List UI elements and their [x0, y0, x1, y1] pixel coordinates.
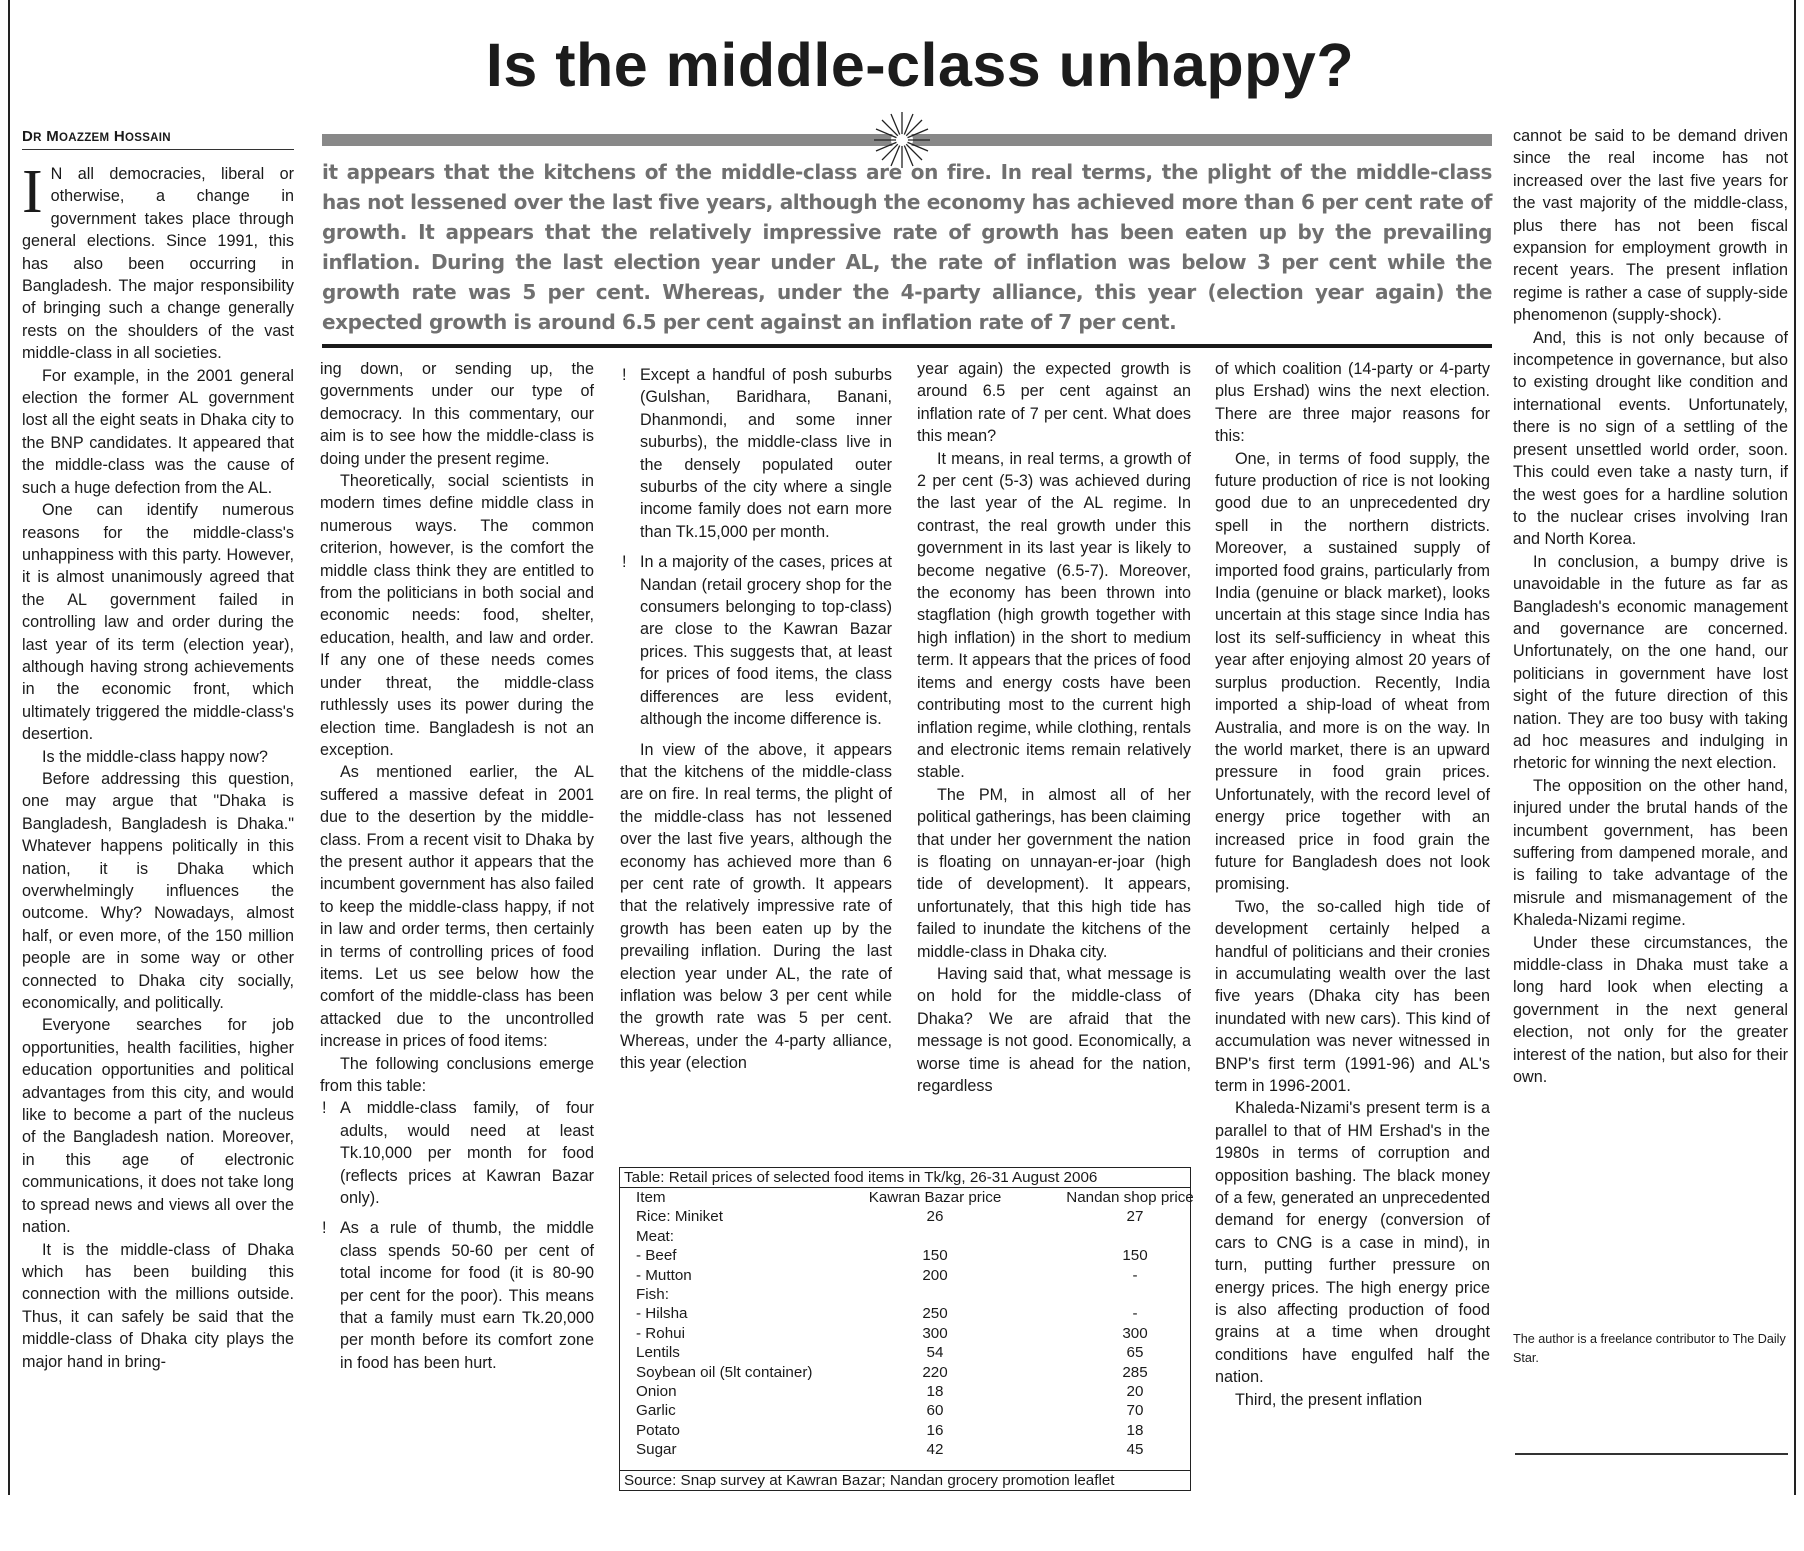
paragraph: One, in terms of food supply, the future production of rice is not looking good due to an unprecedented dry spell in the northern districts. Moreover, a sustained supply of imported food grains, particularly from India (genuine or black market), looks uncertain at this stage since India has lost its self-sufficiency in wheat this year after enjoying almost 20 years of surplus production. Recently, India imported a ship-load of wheat from Australia, and more is on the way. In the world market, there is an upward pressure in food grain prices. Unfortunately, with the record level of energy price together with an increased price in food grain the future for Bangladesh does not look promising.: [1215, 449, 1490, 894]
paragraph: The opposition on the other hand, injured under the brutal hands of the incumbent government, has been suffering from dampened morale, and is failing to take advantage of the misrule and mismanagement of the Khaleda-Nizami regime.: [1513, 776, 1788, 930]
table-body: [620, 1207, 1190, 1459]
table-cell: Fish:: [636, 1285, 669, 1303]
table-cell: 60: [926, 1402, 944, 1420]
table-cell: - Beef: [636, 1247, 677, 1265]
table-cell: Potato: [636, 1421, 680, 1439]
table-row: [620, 1382, 1190, 1401]
table-cell: -: [1132, 1305, 1138, 1323]
table-cell: 200: [922, 1266, 948, 1284]
table-cell: 150: [922, 1247, 948, 1265]
right-border-line: [1794, 0, 1796, 1495]
table-cell: - Rohui: [636, 1324, 685, 1342]
bullet-item: ! A middle-class family, of four adults, would need at least Tk.10,000 per month for food (reflects prices at Kawran Bazar only).: [322, 1099, 594, 1208]
table-header-cell: Nandan shop price: [1066, 1189, 1194, 1206]
paragraph: Under these circumstances, the middle-class in Dhaka must take a long hard look when electing a government in the next general election, not only for the greater interest of the nation, but also for their own.: [1513, 933, 1788, 1087]
bullet-mark: !: [622, 366, 627, 384]
table-cell: - Mutton: [636, 1266, 692, 1284]
table-cell: 250: [922, 1305, 948, 1323]
table-cell: Garlic: [636, 1402, 676, 1420]
paragraph: ing down, or sending up, the governments under our type of democracy. In this commentary, our aim is to see how the middle-class is doing under the present regime.: [320, 360, 594, 468]
price-table: [619, 1167, 1194, 1491]
paragraph: cannot be said to be demand driven since the real income has not increased over the last five years for the vast majority of the middle-class, plus there has not been fiscal expansion for employment growth in recent years. The present inflation regime is rather a case of supply-side phenomenon (supply-shock).: [1513, 127, 1788, 325]
paragraph: As mentioned earlier, the AL suffered a massive defeat in 2001 due to the desertion by the middle-class. From a recent visit to Dhaka by the present author it appears that the incumbent government has also failed to keep the middle-class happy, if not in law and order terms, then certainly in terms of controlling prices of food items. Let us see below how the comfort of the middle-class has been attacked due to the uncontrolled increase in prices of food items:: [320, 763, 594, 1051]
end-rule: [1515, 1453, 1788, 1455]
pull-quote-rule: [322, 344, 1492, 348]
paragraph: year again) the expected growth is around 6.5 per cent against an inflation rate of 7 per cent. What does this mean?: [917, 360, 1191, 446]
table-cell: Sugar: [636, 1441, 677, 1459]
table-source: Source: Snap survey at Kawran Bazar; Nandan grocery promotion leaflet: [620, 1470, 1190, 1490]
table-cell: Soybean oil (5lt container): [636, 1363, 813, 1381]
table-row: [620, 1227, 1190, 1246]
bullet-mark: !: [622, 553, 627, 572]
paragraph: The following conclusions emerge from this table:: [320, 1054, 594, 1095]
table-cell: 26: [926, 1208, 944, 1226]
bullet-mark: !: [322, 1219, 327, 1238]
table-cell: - Hilsha: [636, 1305, 688, 1323]
column-6: [1513, 125, 1788, 1088]
paragraph: Everyone searches for job opportunities, health facilities, higher education opportunities and political advantages from this city, and would like to become a part of the nucleus of the Bangladesh nation. Moreover, in this age of electronic communications, it does not take long to spread news and views all over the nation.: [22, 1016, 294, 1237]
column-4: [917, 358, 1191, 1097]
table-header-cell: Kawran Bazar price: [868, 1189, 1002, 1206]
byline: DR MOAZZEM HOSSAIN: [22, 128, 294, 150]
bullet-item: ! In a majority of the cases, prices at Nandan (retail grocery shop for the consumers belonging to top-class) are close to the Kawran Bazar prices. This suggests that, at least for prices of food items, the class differences are less evident, although the income difference is.: [622, 553, 892, 729]
table-cell: 16: [926, 1421, 944, 1439]
paragraph: Before addressing this question, one may argue that "Dhaka is Bangladesh, Bangladesh is Dhaka." Whatever happens politically in this nation, it is Dhaka which overwhelmingly influences the outcome. Why? Nowadays, almost half, or even more, of the 150 million people are in some way or other connected to Dhaka city socially, economically, and politically.: [22, 769, 294, 1013]
paragraph: It means, in real terms, a growth of 2 per cent (5-3) was achieved during the last year of the AL regime. In contrast, the real growth under this government in its last year is likely to become negative (6.5-7). Moreover, the economy has been thrown into stagflation (high growth together with high inflation) in the short to medium term. It appears that the prices of food items and energy costs have been contributing most to the current high inflation regime, while clothing, rentals and electronic items remain relatively stable.: [917, 449, 1191, 782]
table-cell: 18: [1126, 1421, 1144, 1439]
column-1: [22, 158, 294, 1373]
table-cell: Rice: Miniket: [636, 1208, 723, 1226]
column-5: [1215, 358, 1490, 1411]
table-cell: Onion: [636, 1382, 677, 1400]
paragraph: And, this is not only because of incompetence in governance, but also to existing drought like condition and international events. Unfortunately, there is no sign of a settling of the present unsettled world order, soon. This could even take a nasty turn, if the west goes for a hardline solution to the nuclear crises involving Iran and North Korea.: [1513, 328, 1788, 549]
table-cell: 65: [1126, 1344, 1144, 1362]
column-3: [620, 364, 892, 1075]
paragraph: Two, the so-called high tide of development certainly helped a handful of politicians and their cronies in accumulating wealth over the last five years (Dhaka city has been inundated with new cars). This kind of accumulation was never witnessed in BNP's first term (1991-96) and AL's term in 1996-2001.: [1215, 897, 1490, 1095]
table-row: [620, 1343, 1190, 1362]
left-border-line: [8, 0, 10, 1495]
table-row: [620, 1304, 1190, 1323]
pull-quote: it appears that the kitchens of the middle-class are on fire. In real terms, the plight of the middle-class has not lessened over the last five years, although the economy has achieved more than 6 per cent rate of growth. It appears that the relatively impressive rate of growth has been eaten up by the prevailing inflation. During the last election year under AL, the rate of inflation was below 3 per cent while the growth rate was 5 per cent. Whereas, under the 4-party alliance, this year (election year again) the expected growth is around 6.5 per cent against an inflation rate of 7 per cent.: [322, 160, 1492, 334]
table-cell: 54: [926, 1344, 944, 1362]
table-row: [620, 1266, 1190, 1285]
table-cell: 27: [1126, 1208, 1144, 1226]
paragraph: Is the middle-class happy now?: [42, 747, 268, 766]
paragraph: Theoretically, social scientists in modern times define middle class in numerous ways. The common criterion, however, is the comfort the middle class think they are entitled to from the politicians in both social and economic needs: food, shelter, education, health, and law and order. If any one of these needs comes under threat, the middle-class ruthlessly uses its power during the election time. Bangladesh is not an exception.: [320, 472, 594, 759]
table-cell: 20: [1126, 1382, 1144, 1400]
paragraph: Khaleda-Nizami's present term is a parallel to that of HM Ershad's in the 1980s in terms of corruption and opposition bashing. The black money of a few, generated an unprecedented demand for energy (conversion of cars to CNG is a case in mind), in turn, putting further pressure on energy prices. The high energy price is also affecting production of food grains at a time when drought conditions have engulfed half the nation.: [1215, 1099, 1490, 1387]
table-row: [620, 1285, 1190, 1304]
paragraph: It is the middle-class of Dhaka which has been building this connection with the millions outside. Thus, it can safely be said that the middle-class of Dhaka city plays the major hand in bring-: [22, 1240, 294, 1371]
table-cell: -: [1132, 1266, 1138, 1284]
paragraph: I N all democracies, liberal or otherwise, a change in government takes place through general elections. Since 1991, this has also been occurring in Bangladesh. The major responsibility of bringing such a change generally rests on the shoulders of the vast middle-class in all societies.: [22, 158, 294, 363]
drop-cap: I: [22, 158, 43, 226]
paragraph: Third, the present inflation: [1235, 1390, 1423, 1409]
table-cell: 45: [1126, 1441, 1144, 1459]
table-cell: 42: [926, 1441, 944, 1459]
table-cell: 220: [922, 1363, 948, 1381]
paragraph: Having said that, what message is on hold for the middle-class of Dhaka? We are afraid that the message is not good. Economically, a worse time is ahead for the nation, regardless: [917, 964, 1191, 1095]
table-header-cell: Item: [636, 1189, 666, 1206]
column-2: [320, 358, 594, 1382]
table-cell: Meat:: [636, 1227, 674, 1245]
bullet-item: ! As a rule of thumb, the middle class spends 50-60 per cent of total income for food (it is 80-90 per cent for the poor). This means that a family must earn Tk.20,000 per month before its comfort zone in food has been hurt.: [322, 1219, 594, 1372]
table-row: [620, 1421, 1190, 1440]
table-row: [620, 1207, 1190, 1226]
table-row: [620, 1401, 1190, 1420]
paragraph: In conclusion, a bumpy drive is unavoidable in the future as far as Bangladesh's economic management and governance are concerned. Unfortunately, on the one hand, our politicians in government have lost sight of the future direction of this nation. They are too busy with taking ad hoc measures and indulging in rhetoric for winning the next election.: [1513, 552, 1788, 773]
table-caption: Table: Retail prices of selected food items in Tk/kg, 26-31 August 2006: [620, 1168, 1190, 1188]
table-cell: 150: [1122, 1247, 1148, 1265]
table-row: [620, 1363, 1190, 1382]
table-cell: 300: [1122, 1324, 1148, 1342]
paragraph: One can identify numerous reasons for the middle-class's unhappiness with this party. However, it is almost unanimously agreed that the AL government failed in controlling law and order during the last year of its term (election year), although having strong achievements in the economic front, which ultimately triggered the middle-class's desertion.: [22, 501, 294, 744]
table-row: [620, 1324, 1190, 1343]
table-cell: 18: [926, 1382, 944, 1400]
table-cell: 285: [1122, 1363, 1148, 1381]
table-row: [620, 1440, 1190, 1459]
table-row: [620, 1246, 1190, 1265]
table-cell: 70: [1126, 1402, 1144, 1420]
paragraph: The PM, in almost all of her political gatherings, has been claiming that under her government the nation is floating on unnayan-er-joar (high tide of development). It appears, unfortunately, that this high tide has failed to inundate the kitchens of the middle-class in Dhaka city.: [917, 785, 1191, 961]
table-cell: Lentils: [636, 1344, 680, 1362]
table-cell: 300: [922, 1324, 948, 1342]
paragraph: of which coalition (14-party or 4-party plus Ershad) wins the next election. There are three major reasons for this:: [1215, 360, 1490, 446]
paragraph: For example, in the 2001 general election the former AL government lost all the eight seats in Dhaka city to the BNP candidates. It appeared that the middle-class was the cause of such a huge defection from the AL.: [22, 366, 294, 497]
bullet-mark: !: [322, 1099, 327, 1118]
bullet-item: ! Except a handful of posh suburbs (Gulshan, Baridhara, Banani, Dhanmondi, and some inner suburbs), the middle-class live in the densely populated outer suburbs of the city where a single income family does not earn more than Tk.15,000 per month.: [622, 366, 892, 541]
paragraph: In view of the above, it appears that the kitchens of the middle-class are on fire. In real terms, the plight of the middle-class has not lessened over the last five years, although the economy has achieved more than 6 per cent rate of growth. It appears that the relatively impressive rate of growth has been eaten up by the prevailing inflation. During the last election year under AL, the rate of inflation was below 3 per cent while the growth rate was 5 per cent. Whereas, under the 4-party alliance, this year (election: [620, 740, 892, 1073]
author-footnote: The author is a freelance contributor to The Daily Star.: [1513, 1332, 1786, 1365]
headline: Is the middle-class unhappy?: [485, 31, 1355, 99]
table-header-row: [620, 1188, 1194, 1207]
